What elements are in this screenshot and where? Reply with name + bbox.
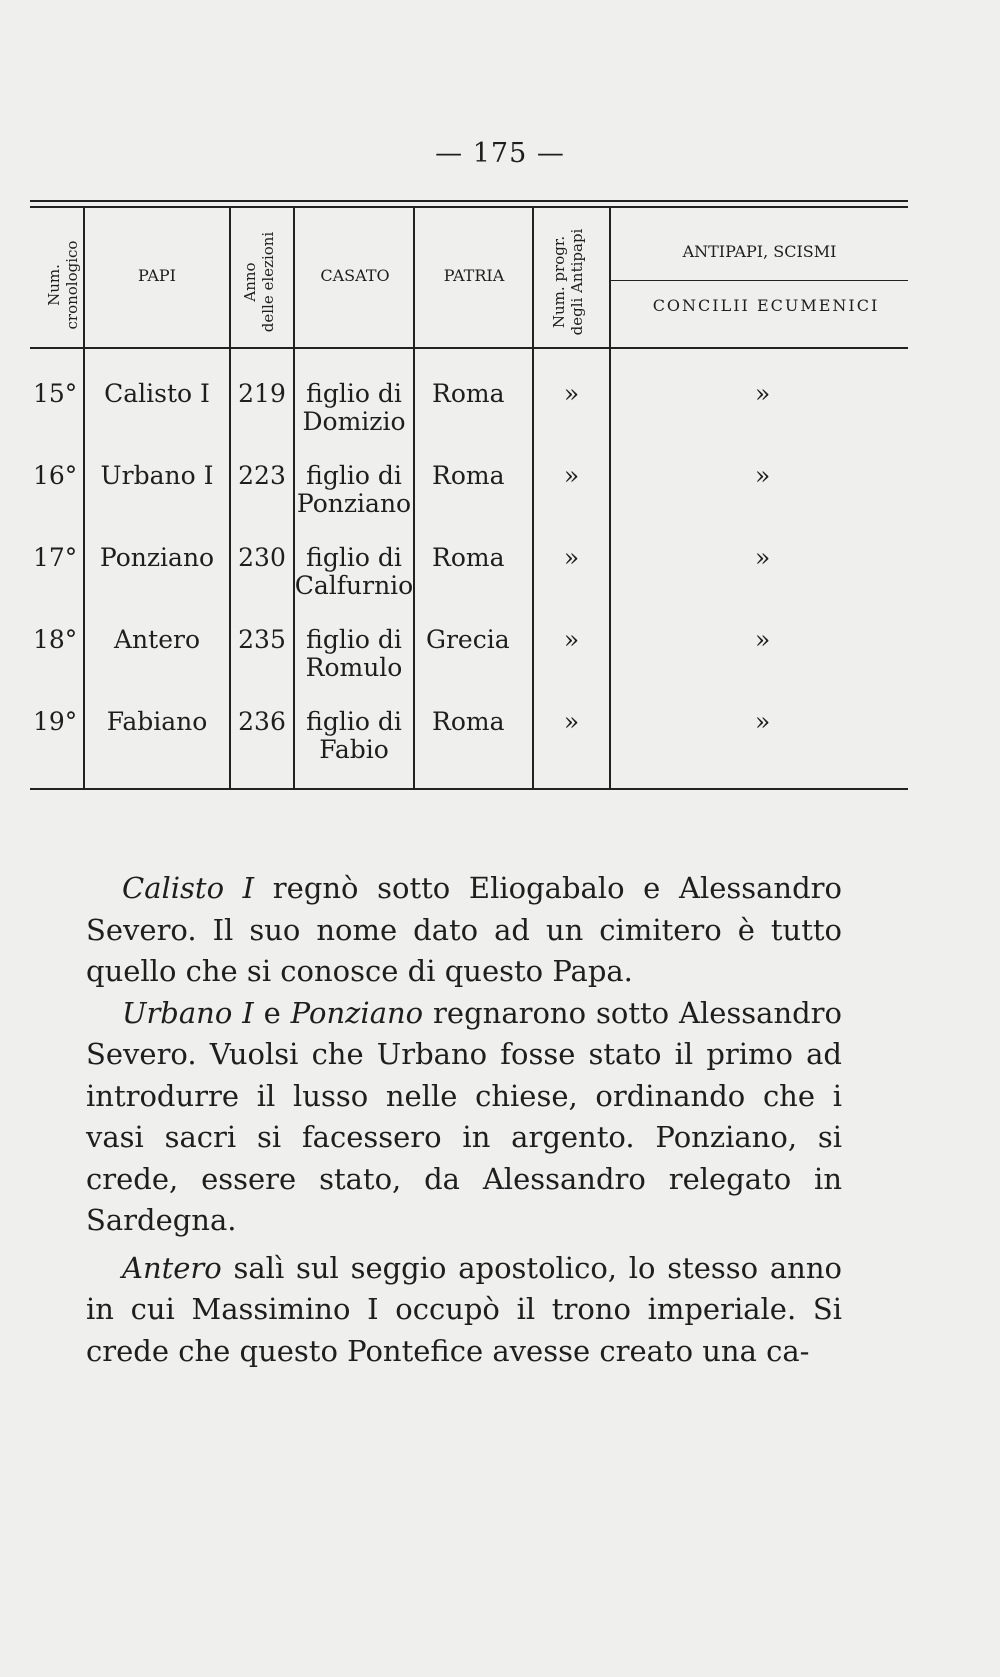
popes-table — [0, 0, 1000, 800]
header-papi: PAPI — [138, 266, 176, 285]
header-bottom-rule — [30, 347, 908, 349]
paragraph-text: regnarono sotto Alessandro Severo. Vuolsi che Urbano fosse stato il primo ad introdurre il lusso nelle chiese, ordinando che i vasi sacri si facessero in argento. Ponziano, si crede, essere stato, da Alessandro relegato in Sardegna. — [86, 995, 843, 1237]
page-number: — 175 — — [435, 138, 565, 169]
cell-patria: Roma — [432, 707, 505, 736]
cell-num: 18° — [33, 625, 78, 654]
paragraph-urbano-ponziano — [86, 993, 842, 1242]
header-num-antipapi — [550, 217, 590, 347]
cell-num-antipapi: » — [563, 543, 580, 572]
cell-antipapi: » — [755, 543, 771, 572]
cell-num-antipapi: » — [563, 625, 580, 654]
table-top-rule — [30, 200, 908, 202]
header-num-antipapi-line1: Num. progr. — [550, 235, 568, 329]
cell-patria: Roma — [432, 379, 505, 408]
cell-patria: Grecia — [426, 625, 510, 654]
header-num-antipapi-line2: degli Antipapi — [568, 228, 586, 336]
paragraph-text: salì sul seggio apostolico, lo stesso anno in cui Massimino I occupò il trono imperiale. Si crede che questo Pontefice avesse creato una ca- — [86, 1250, 842, 1368]
col-sep-6 — [609, 207, 611, 788]
cell-patria: Roma — [432, 461, 505, 490]
header-patria: PATRIA — [443, 266, 505, 285]
header-num-line2: cronologico — [63, 240, 81, 330]
paragraph-text: regnò sotto Eliogabalo e Alessandro Severo. Il suo nome dato ad un cimitero è tutto quello che si conosce di questo Papa. — [86, 871, 842, 988]
header-anno — [241, 217, 281, 347]
cell-papa: Fabiano — [106, 707, 208, 736]
cell-num-antipapi: » — [563, 461, 580, 490]
pope-name-antero: Antero — [122, 1250, 222, 1285]
cell-num: 19° — [33, 707, 78, 736]
cell-casato-line1: figlio di — [306, 625, 402, 654]
cell-casato-line2: Romulo — [305, 653, 403, 682]
body-text — [86, 868, 842, 1372]
cell-patria: Roma — [432, 543, 505, 572]
cell-casato-line1: figlio di — [306, 543, 402, 572]
header-anno-line2: delle elezioni — [259, 231, 277, 333]
pope-name-ponziano: Ponziano — [290, 995, 424, 1030]
cell-casato-line2: Domizio — [302, 407, 406, 436]
cell-num-antipapi: » — [563, 379, 580, 408]
cell-papa: Calisto I — [104, 379, 210, 408]
col-sep-5 — [532, 207, 534, 788]
cell-num: 16° — [33, 461, 78, 490]
pope-name-urbano: Urbano I — [122, 995, 254, 1030]
cell-casato-line1: figlio di — [306, 461, 402, 490]
header-antipapi-scismi: ANTIPAPI, SCISMI — [682, 242, 837, 261]
cell-papa: Urbano I — [100, 461, 214, 490]
cell-anno: 236 — [238, 707, 286, 736]
cell-casato-line2: Ponziano — [296, 489, 412, 518]
cell-antipapi: » — [755, 379, 771, 408]
cell-casato-line1: figlio di — [306, 379, 402, 408]
cell-antipapi: » — [755, 625, 771, 654]
pope-name-calisto: Calisto I — [122, 871, 255, 905]
table-bottom-rule — [30, 788, 908, 790]
cell-anno: 219 — [238, 379, 286, 408]
table-top-rule-2 — [30, 206, 908, 208]
paragraph-calisto — [86, 868, 842, 993]
cell-num: 15° — [33, 379, 78, 408]
antipapi-subrule — [611, 280, 908, 281]
cell-antipapi: » — [755, 707, 771, 736]
header-casato: CASATO — [320, 266, 390, 285]
header-concilii-ecumenici: CONCILII ECUMENICI — [652, 296, 880, 315]
header-num-cronologico — [45, 225, 85, 345]
paragraph-connector: e — [253, 995, 291, 1030]
header-num-line1: Num. — [45, 264, 63, 306]
cell-num: 17° — [33, 543, 78, 572]
cell-anno: 235 — [238, 625, 286, 654]
header-anno-line1: Anno — [241, 262, 259, 302]
cell-papa: Ponziano — [99, 543, 215, 572]
cell-casato-line2: Fabio — [319, 735, 389, 764]
cell-casato-line2: Calfurnio — [294, 571, 414, 600]
cell-papa: Antero — [114, 625, 200, 654]
col-sep-2 — [229, 207, 231, 788]
cell-anno: 230 — [238, 543, 286, 572]
cell-num-antipapi: » — [563, 707, 580, 736]
cell-antipapi: » — [755, 461, 771, 490]
cell-casato-line1: figlio di — [306, 707, 402, 736]
paragraph-antero — [86, 1248, 842, 1373]
cell-anno: 223 — [238, 461, 286, 490]
